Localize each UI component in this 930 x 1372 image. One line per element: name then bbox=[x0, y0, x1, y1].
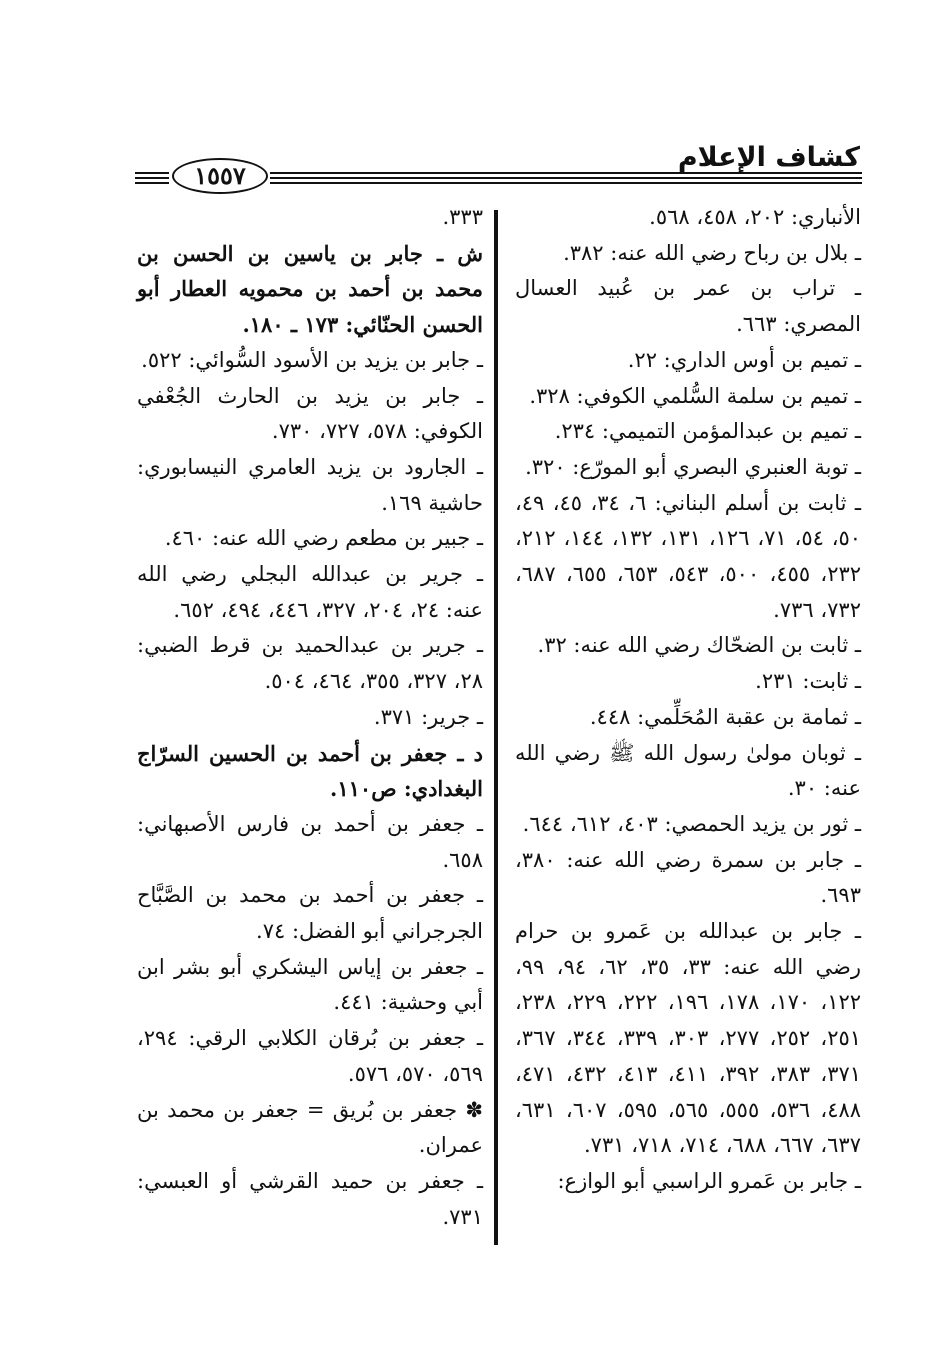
index-entry: ـ جابر بن عَمرو الراسبي أبو الوازع: bbox=[557, 1168, 861, 1193]
index-column-left bbox=[137, 200, 483, 1235]
page-number: ١٥٥٧ bbox=[172, 158, 268, 194]
header-rule-short bbox=[135, 172, 169, 184]
index-entry: ـ ثابت بن أسلم البناني: ٦، ٣٤، ٤٥، ٤٩، ٥٠، ٥٤، ٧١، ١٢٦، ١٣١، ١٣٢، ١٤٤، ٢١٢، ٢٣٢، ٤٥٥، ٥٠٠، ٥٤٣، ٦٥٣، ٦٥٥، ٦٨٧، ٧٣٢، ٧٣٦. bbox=[515, 490, 862, 622]
index-entry: ـ توبة العنبري البصري أبو المورّع: ٣٢٠. bbox=[525, 454, 861, 479]
header-rule bbox=[270, 172, 862, 184]
index-entry: ـ جابر بن عبدالله بن عَمرو بن حرام رضي الله عنه: ٣٣، ٣٥، ٦٢، ٩٤، ٩٩، ١٢٢، ١٧٠، ١٧٨، ١٩٦، ٢٢٢، ٢٢٩، ٢٣٨، ٢٥١، ٢٥٢، ٢٧٧، ٣٠٣، ٣٣٩، ٣٤٤، ٣٦٧، ٣٧١، ٣٨٣، ٣٩٢، ٤١١، ٤١٣، ٤٣٢، ٤٧١، ٤٨٨، ٥٣٦، ٥٥٥، ٥٦٥، ٥٩٥، ٦٠٧، ٦٣١، ٦٣٧، ٦٦٧، ٦٨٨، ٧١٤، ٧١٨، ٧٣١. bbox=[515, 919, 862, 1158]
index-entry: ـ جرير: ٣٧١. bbox=[373, 704, 483, 729]
index-entry-bold: د ـ جعفر بن أحمد بن الحسين السرّاج البغدادي: ص١١٠. bbox=[137, 740, 483, 802]
index-entry: ـ تراب بن عمر بن عُبيد العسال المصري: ٦٦٣. bbox=[515, 276, 861, 337]
index-entry: ـ جابر بن يزيد بن الأسود السُّوائي: ٥٢٢. bbox=[141, 347, 483, 372]
index-entry: ـ جعفر بن إياس اليشكري أبو بشر ابن أبي وحشية: ٤٤١. bbox=[137, 954, 483, 1015]
index-entry: ـ ثمامة بن عقبة المُحَلِّمي: ٤٤٨. bbox=[589, 704, 861, 729]
index-entry: ـ ثابت بن الضحّاك رضي الله عنه: ٣٢. bbox=[537, 633, 861, 658]
index-entry: ـ تميم بن أوس الداري: ٢٢. bbox=[627, 347, 861, 372]
index-entry: ـ جرير بن عبدالحميد بن قرط الضبي: ٢٨، ٣٢٧، ٣٥٥، ٤٦٤، ٥٠٤. bbox=[137, 633, 483, 694]
index-entry: ـ جعفر بن أحمد بن محمد بن الصَّبَّاح الجرجراني أبو الفضل: ٧٤. bbox=[137, 883, 483, 944]
index-entry: الأنباري: ٢٠٢، ٤٥٨، ٥٦٨. bbox=[649, 205, 861, 229]
index-entry: ـ تميم بن سلمة السُّلمي الكوفي: ٣٢٨. bbox=[529, 383, 861, 408]
index-entry: ـ جعفر بن حميد القرشي أو العبسي: ٧٣١. bbox=[137, 1168, 483, 1229]
index-column-right bbox=[515, 200, 861, 1200]
index-entry: ـ جعفر بن بُرقان الكلابي الرقي: ٢٩٤، ٥٦٩، ٥٧٠، ٥٧٦. bbox=[137, 1026, 483, 1086]
index-entry: ✽ جعفر بن بُريق = جعفر بن محمد بن عمران. bbox=[137, 1097, 483, 1158]
index-entry: ـ ثوبان مولىٰ رسول الله ﷺ رضي الله عنه: ٣٠. bbox=[515, 740, 861, 801]
index-entry: ـ بلال بن رباح رضي الله عنه: ٣٨٢. bbox=[563, 240, 861, 265]
index-entry: ـ ثابت: ٢٣١. bbox=[755, 669, 861, 694]
index-entry: ـ ثور بن يزيد الحمصي: ٤٠٣، ٦١٢، ٦٤٤. bbox=[522, 811, 861, 836]
index-entry: ـ جابر بن سمرة رضي الله عنه: ٣٨٠، ٦٩٣. bbox=[515, 847, 861, 908]
index-entry: ـ جبير بن مطعم رضي الله عنه: ٤٦٠. bbox=[164, 526, 483, 551]
index-entry: ـ جعفر بن أحمد بن فارس الأصبهاني: ٦٥٨. bbox=[137, 811, 483, 872]
column-divider bbox=[494, 210, 498, 1245]
index-entry: ـ تميم بن عبدالمؤمن التميمي: ٢٣٤. bbox=[554, 419, 861, 444]
index-entry: ـ الجارود بن يزيد العامري النيسابوري: حاشية ١٦٩. bbox=[137, 454, 483, 515]
book-title: كشاف الإعلام bbox=[677, 142, 860, 173]
page-header bbox=[0, 0, 930, 200]
index-entry-bold: ش ـ جابر بن ياسين بن الحسن بن محمد بن أحمد بن محمويه العطار أبو الحسن الحنّائي: ١٧٣ ـ ١٨٠. bbox=[137, 240, 483, 338]
index-entry: ـ جرير بن عبدالله البجلي رضي الله عنه: ٢٤، ٢٠٤، ٣٢٧، ٤٤٦، ٤٩٤، ٦٥٢. bbox=[137, 562, 483, 622]
index-entry: ـ جابر بن يزيد بن الحارث الجُعْفي الكوفي: ٥٧٨، ٧٢٧، ٧٣٠. bbox=[137, 383, 483, 444]
index-entry: ٣٣٣. bbox=[442, 205, 483, 229]
